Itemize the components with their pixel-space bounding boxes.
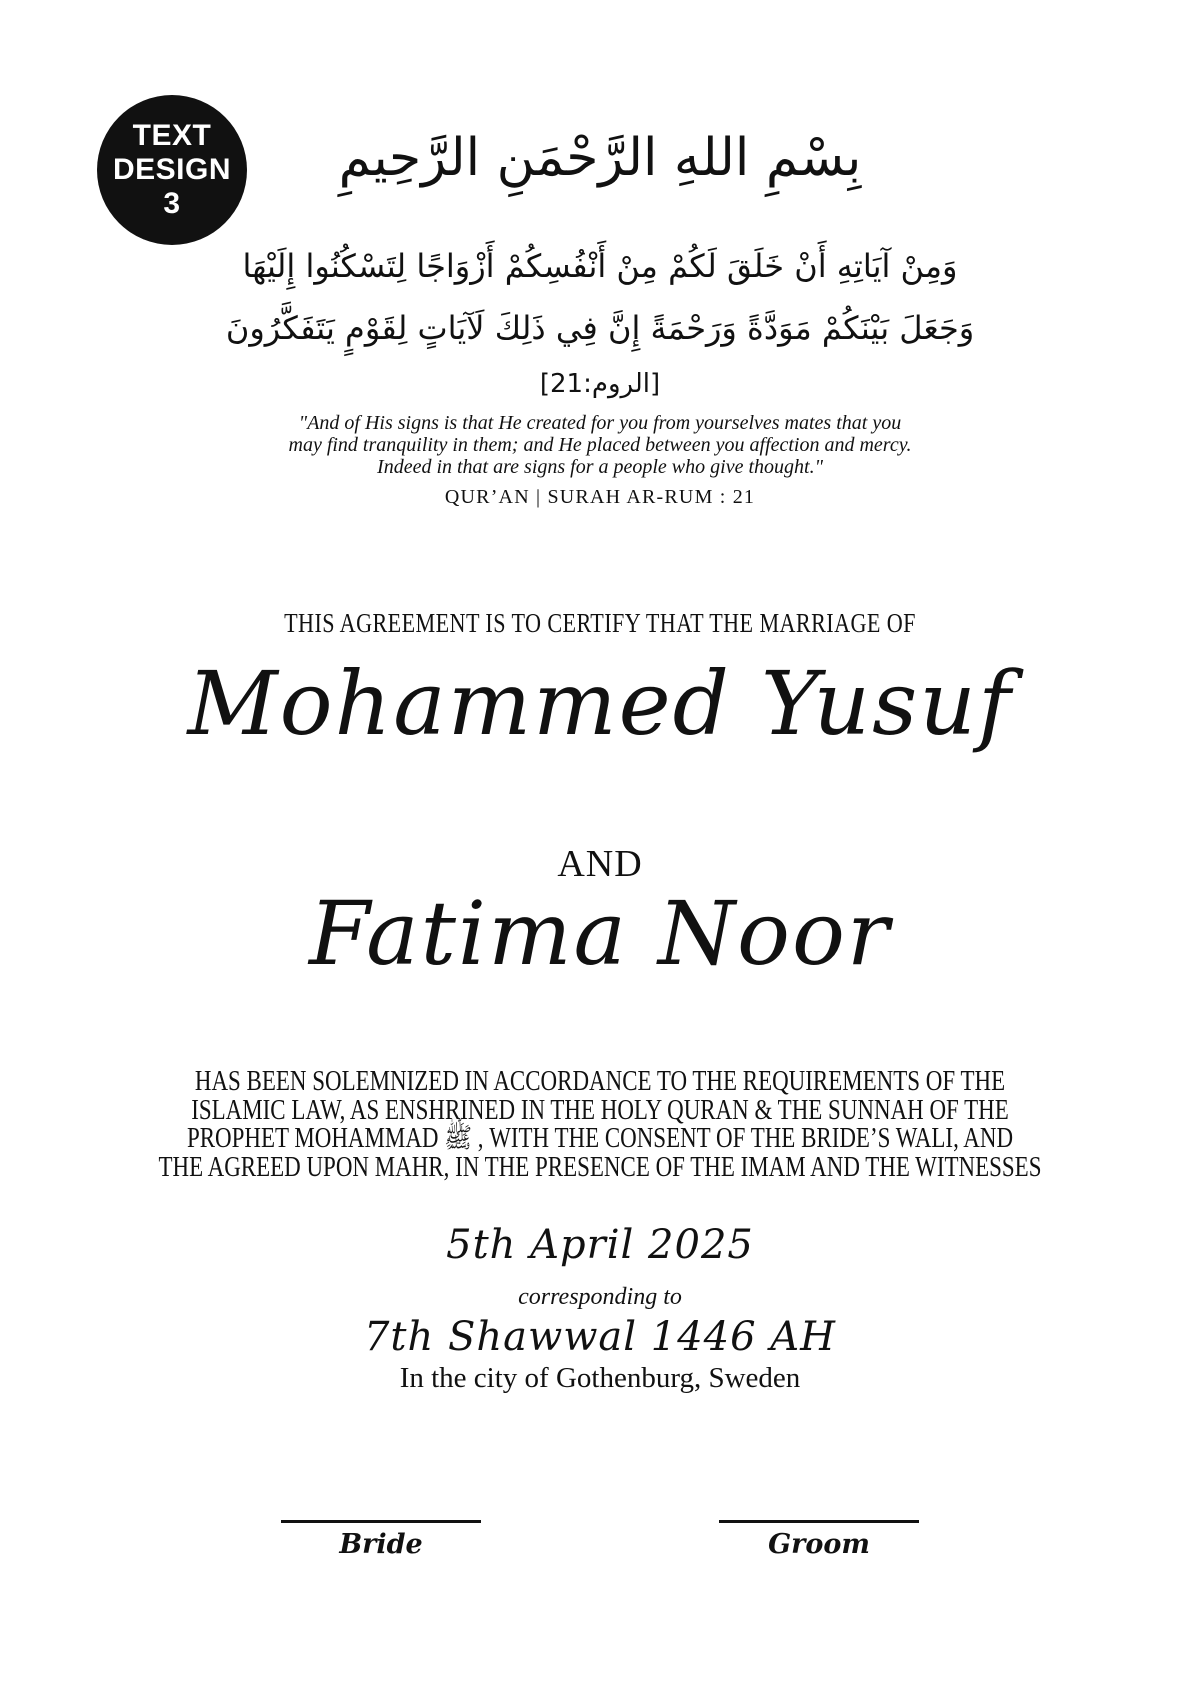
bride-name: Fatima Noor xyxy=(309,882,891,985)
groom-signature-line xyxy=(719,1520,919,1523)
body-line-3: PROPHET MOHAMMAD ﷺ , WITH THE CONSENT OF THE BRIDE’S WALI, AND xyxy=(186,1123,1014,1154)
bride-signature-label: Bride xyxy=(339,1529,423,1560)
gregorian-date: 5th April 2025 xyxy=(446,1222,754,1268)
translation-line-1: "And of His signs is that He created for you from yourselves mates that you xyxy=(298,412,902,434)
body-line-2: ISLAMIC LAW, AS ENSHRINED IN THE HOLY QURAN & THE SUNNAH OF THE xyxy=(191,1094,1009,1126)
badge-line-3: 3 xyxy=(163,187,181,220)
solemnization-paragraph xyxy=(108,1068,1092,1182)
quran-source-caption: QUR’AN | SURAH AR-RUM : 21 xyxy=(444,486,756,508)
verse-reference: [الروم:21] xyxy=(539,369,661,399)
badge-line-1: TEXT xyxy=(132,119,212,152)
bride-signature-block xyxy=(281,1520,481,1560)
groom-name: Mohammed Yusuf xyxy=(187,652,1013,755)
hijri-date: 7th Shawwal 1446 AH xyxy=(363,1314,837,1360)
badge-line-2: DESIGN xyxy=(112,153,232,186)
quran-verse-line-1: وَمِنْ آيَاتِهِ أَنْ خَلَقَ لَكُمْ مِنْ أَنْفُسِكُمْ أَزْوَاجًا لِتَسْكُنُوا إِلَيْهَا xyxy=(242,247,958,285)
and-conjunction: AND xyxy=(557,843,643,885)
ceremony-location: In the city of Gothenburg, Sweden xyxy=(399,1362,801,1394)
translation-line-2: may find tranquility in them; and He placed between you affection and mercy. xyxy=(288,434,912,456)
corresponding-label: corresponding to xyxy=(518,1284,682,1310)
bride-signature-line xyxy=(281,1520,481,1523)
quran-verse-line-2: وَجَعَلَ بَيْنَكُمْ مَوَدَّةً وَرَحْمَةً إِنَّ فِي ذَلِكَ لَآيَاتٍ لِقَوْمٍ يَتَفَكَّرُونَ xyxy=(225,309,975,347)
groom-signature-block xyxy=(719,1520,919,1560)
verse-translation xyxy=(0,412,1200,478)
translation-line-3: Indeed in that are signs for a people who give thought." xyxy=(377,456,823,478)
certify-heading: THIS AGREEMENT IS TO CERTIFY THAT THE MARRIAGE OF xyxy=(284,608,916,638)
bismillah-calligraphy: بِسْمِ اللهِ الرَّحْمَنِ الرَّحِيمِ xyxy=(338,128,862,188)
groom-signature-label: Groom xyxy=(768,1529,870,1560)
body-line-1: HAS BEEN SOLEMNIZED IN ACCORDANCE TO THE REQUIREMENTS OF THE xyxy=(194,1066,1006,1097)
body-line-4: THE AGREED UPON MAHR, IN THE PRESENCE OF THE IMAM AND THE WITNESSES xyxy=(158,1151,1042,1183)
